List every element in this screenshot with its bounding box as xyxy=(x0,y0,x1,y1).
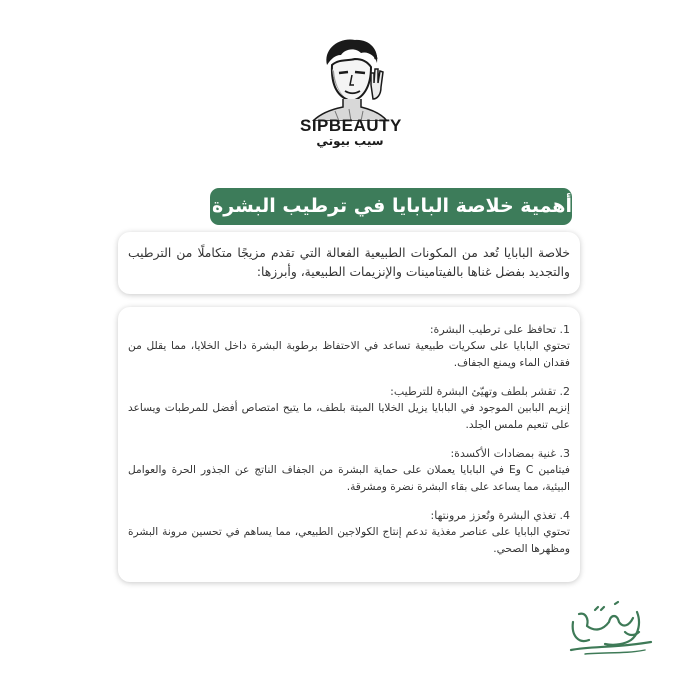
signature-logo xyxy=(565,592,657,662)
portrait-icon xyxy=(305,35,395,121)
benefit-item xyxy=(128,507,570,558)
benefit-text: تحتوي البابايا على سكريات طبيعية تساعد في الاحتفاظ برطوبة البشرة داخل الخلايا، مما يقلل من فقدان الماء ويمنع الجفاف. xyxy=(128,340,570,369)
brand-name-en: SIPBEAUTY xyxy=(300,116,402,135)
benefit-item xyxy=(128,383,570,434)
benefit-title: 4. تغذي البشرة وتُعزز مرونتها: xyxy=(430,509,570,522)
intro-card xyxy=(118,232,580,294)
benefit-item xyxy=(128,321,570,372)
page-title: أهمية خلاصة البابايا في ترطيب البشرة: xyxy=(210,188,572,225)
benefit-item xyxy=(128,445,570,496)
benefit-title: 3. غنية بمضادات الأكسدة: xyxy=(450,447,570,460)
brand-logo xyxy=(300,35,400,148)
benefit-text: تحتوي البابايا على عناصر مغذية تدعم إنتاج الكولاجين الطبيعي، مما يساهم في تحسين مرونة البشرة ومظهرها الصحي. xyxy=(128,526,570,555)
benefit-text: فيتامين C وE في البابايا يعملان على حماية البشرة من الجفاف الناتج عن الجذور الحرة والعوامل البيئية، مما يساعد على بقاء البشرة نضرة ومشرقة. xyxy=(128,464,570,493)
benefit-text: إنزيم البابين الموجود في البابايا يزيل الخلايا الميتة بلطف، ما يتيح امتصاص أفضل للمرطبات ويساعد على تنعيم ملمس الجلد. xyxy=(128,402,570,431)
benefit-title: 2. تقشر بلطف وتهيّئ البشرة للترطيب: xyxy=(390,385,570,398)
benefits-card xyxy=(118,307,580,582)
brand-name-ar: سيب بيوتي xyxy=(316,134,384,148)
benefit-title: 1. تحافظ على ترطيب البشرة: xyxy=(429,323,570,336)
intro-text: خلاصة البابايا تُعد من المكونات الطبيعية الفعالة التي تقدم مزيجًا متكاملًا من الترطيب والتجديد بفضل غناها بالفيتامينات والإنزيمات الطبيعية، وأبرزها: xyxy=(128,246,570,279)
